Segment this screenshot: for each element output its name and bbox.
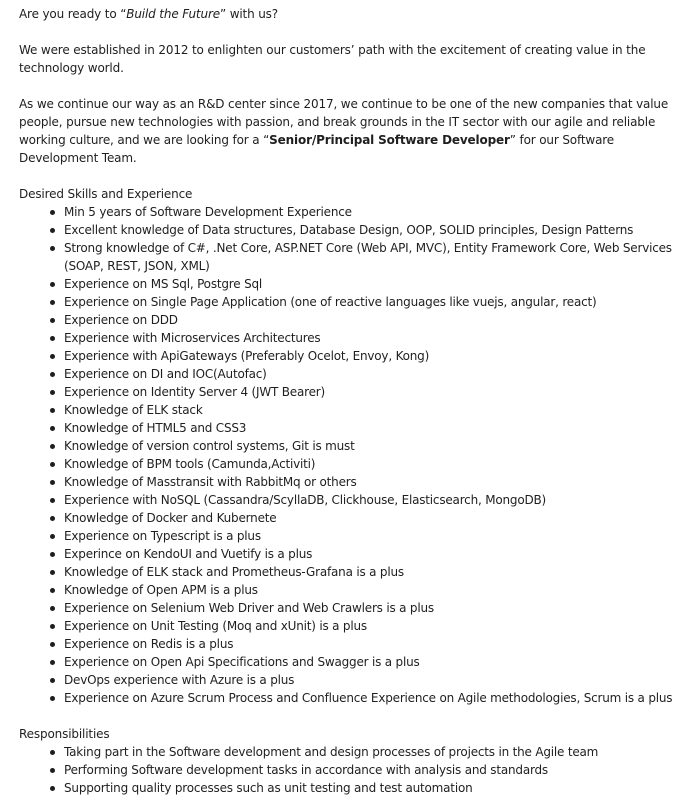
list-item: Experience on DDD [19, 311, 675, 329]
list-item: Experience with NoSQL (Cassandra/ScyllaDB, Clickhouse, Elasticsearch, MongoDB) [19, 491, 675, 509]
list-item: Experience on Open Api Specifications and Swagger is a plus [19, 653, 675, 671]
position-prefix: As we continue our way as an R&D center since 2017, we continue to be one of the new companies that value people, pursue new technologies with passion, and break grounds in the IT sector with our agile and reliable working culture, and we are looking for a “ [19, 97, 669, 147]
list-item: DevOps experience with Azure is a plus [19, 671, 675, 689]
intro-emphasis: Build the Future [126, 7, 220, 21]
list-item: Experience on Single Page Application (one of reactive languages like vuejs, angular, react) [19, 293, 675, 311]
list-item: Experience on Azure Scrum Process and Confluence Experience on Agile methodologies, Scrum is a plus [19, 689, 675, 707]
company-intro-paragraph: We were established in 2012 to enlighten our customers’ path with the excitement of creating value in the technology world. [19, 43, 646, 75]
list-item: Experience on Selenium Web Driver and Web Crawlers is a plus [19, 599, 675, 617]
list-item: Experince on KendoUI and Vuetify is a plus [19, 545, 675, 563]
list-item: Experience on MS Sql, Postgre Sql [19, 275, 675, 293]
responsibilities-heading: Responsibilities [19, 727, 110, 741]
list-item: Knowledge of Docker and Kubernete [19, 509, 675, 527]
list-item: Knowledge of HTML5 and CSS3 [19, 419, 675, 437]
list-item: Performing Software development tasks in accordance with analysis and standards [19, 761, 675, 779]
list-item: Knowledge of ELK stack [19, 401, 675, 419]
list-item: Experience with ApiGateways (Preferably Ocelot, Envoy, Kong) [19, 347, 675, 365]
intro-prefix: Are you ready to “ [19, 7, 127, 21]
list-item: Min 5 years of Software Development Experience [19, 203, 675, 221]
list-item: Experience on DI and IOC(Autofac) [19, 365, 675, 383]
list-item: Knowledge of version control systems, Git is must [19, 437, 675, 455]
list-item: Experience on Typescript is a plus [19, 527, 675, 545]
skills-heading: Desired Skills and Experience [19, 187, 193, 201]
list-item: Knowledge of Masstransit with RabbitMq or others [19, 473, 675, 491]
position-suffix: ” for our Software Development Team. [19, 133, 615, 165]
intro-suffix: ” with us? [219, 7, 279, 21]
list-item: Strong knowledge of C#, .Net Core, ASP.NET Core (Web API, MVC), Entity Framework Core, Web Services (SOAP, REST, JSON, XML) [19, 239, 675, 275]
list-item: Taking part in the Software development and design processes of projects in the Agile team [19, 743, 675, 761]
position-title: Senior/Principal Software Developer [269, 133, 510, 147]
list-item: Supporting quality processes such as unit testing and test automation [19, 779, 675, 797]
list-item: Experience on Unit Testing (Moq and xUnit) is a plus [19, 617, 675, 635]
list-item: Knowledge of ELK stack and Prometheus-Grafana is a plus [19, 563, 675, 581]
skills-list [19, 203, 675, 707]
list-item: Excellent knowledge of Data structures, Database Design, OOP, SOLID principles, Design Patterns [19, 221, 675, 239]
intro-line [19, 5, 675, 23]
responsibilities-list [19, 743, 675, 797]
list-item: Experience on Redis is a plus [19, 635, 675, 653]
list-item: Knowledge of BPM tools (Camunda,Activiti) [19, 455, 675, 473]
list-item: Knowledge of Open APM is a plus [19, 581, 675, 599]
list-item: Experience with Microservices Architectures [19, 329, 675, 347]
list-item: Experience on Identity Server 4 (JWT Bearer) [19, 383, 675, 401]
position-paragraph [19, 95, 675, 167]
